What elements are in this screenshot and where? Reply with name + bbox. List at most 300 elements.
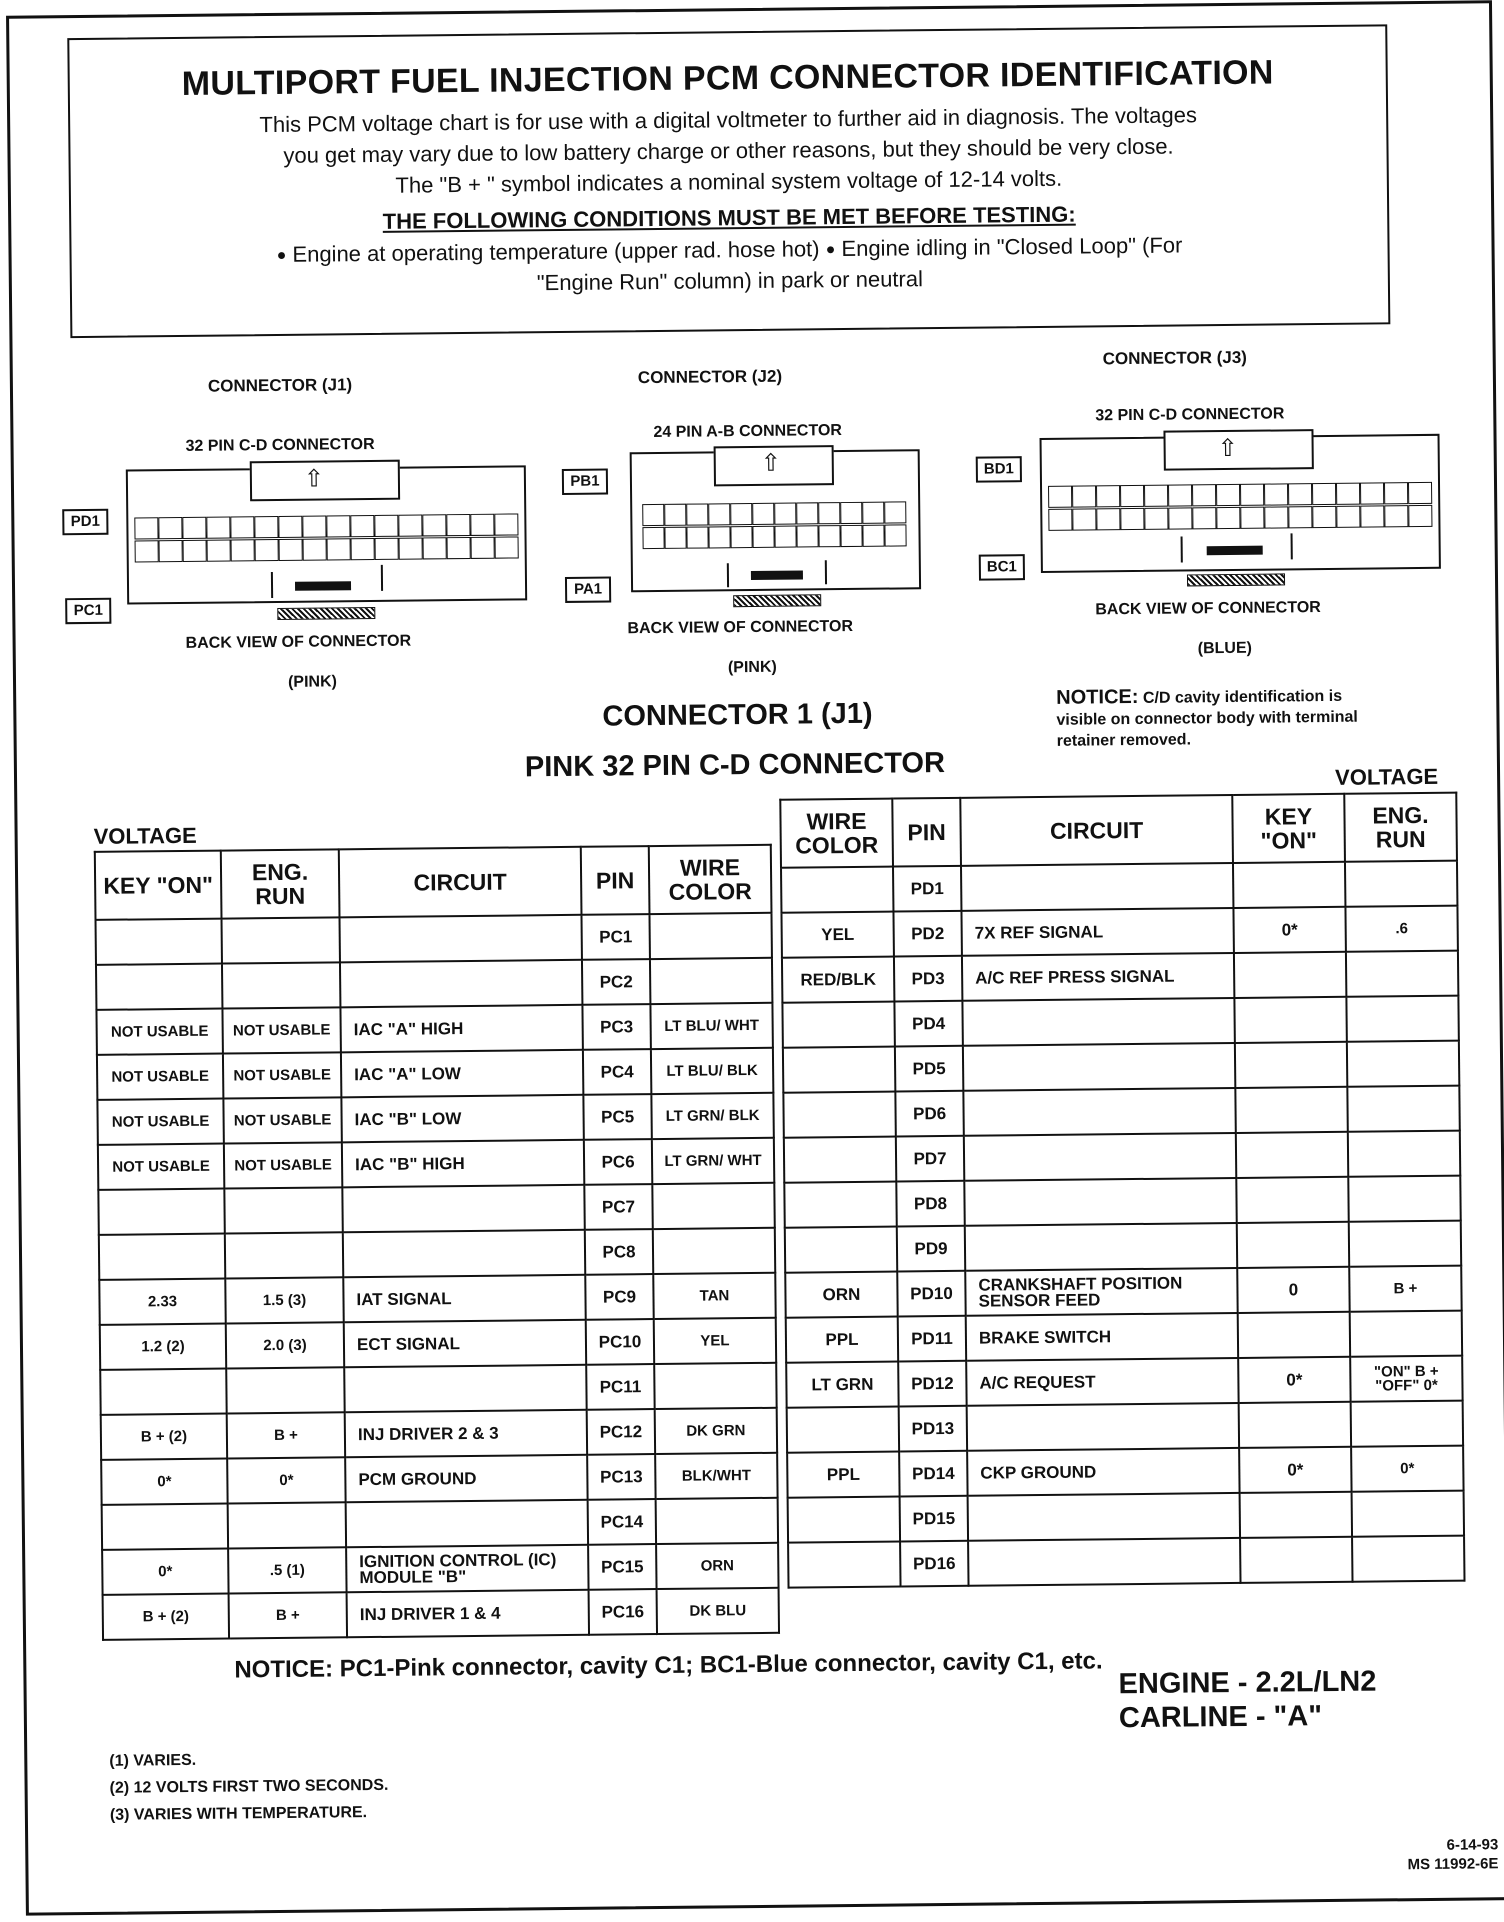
connector-cavity	[350, 515, 374, 537]
connector-j2-color: (PINK)	[727, 658, 777, 677]
connector-cavity	[1120, 485, 1144, 507]
connector-cavity	[840, 502, 862, 524]
column-header: WIRE COLOR	[780, 799, 893, 868]
table-cell: PC12	[587, 1409, 655, 1455]
table-cell	[781, 867, 893, 913]
connector-cavity	[1168, 507, 1192, 529]
connector-cavity	[664, 527, 686, 549]
table-cell: INJ DRIVER 2 & 3	[345, 1410, 587, 1458]
connector-cavity	[1120, 508, 1144, 530]
connector-cavity	[1216, 484, 1240, 506]
connector-cavity	[664, 504, 686, 526]
table-cell: IAC "B" LOW	[341, 1095, 583, 1143]
table-cell	[344, 1365, 586, 1413]
cavity-notice-lead: NOTICE:	[1056, 685, 1139, 709]
connector-cavity	[642, 504, 664, 526]
connector-cavity	[1288, 483, 1312, 505]
connector-j1-latch	[250, 460, 400, 502]
table-cell	[1237, 1222, 1349, 1268]
table-cell	[784, 1182, 896, 1228]
table-row	[101, 1453, 777, 1505]
connector-cavity	[1072, 485, 1096, 507]
connector-cavity	[752, 503, 774, 525]
table-cell: PC10	[586, 1319, 654, 1365]
connector-cavity	[134, 517, 158, 539]
table-cell: B + (2)	[103, 1594, 229, 1640]
connector-j1-title: CONNECTOR (J1)	[207, 375, 353, 396]
table-cell: 2.0 (3)	[226, 1322, 344, 1368]
table-cell	[340, 960, 582, 1008]
connector-cavity	[302, 515, 326, 537]
connector-j3-hatch	[1187, 573, 1285, 586]
table-cell: CRANKSHAFT POSITION SENSOR FEED	[965, 1268, 1237, 1316]
connector-cavity	[159, 540, 183, 562]
connector-cavity	[255, 539, 279, 561]
table-cell	[782, 1002, 894, 1048]
connector-cavity	[351, 538, 375, 560]
section-title-pink: PINK 32 PIN C-D CONNECTOR	[524, 746, 946, 784]
connector-cavity	[494, 513, 518, 535]
table-cell	[1352, 1536, 1464, 1582]
table-cell	[1233, 862, 1345, 908]
table-row	[99, 1228, 775, 1280]
connector-cavity	[642, 527, 664, 549]
connector-cavity	[1144, 485, 1168, 507]
connector-cavity	[884, 501, 906, 523]
connector-cavity	[708, 526, 730, 548]
connector-j1-color: (PINK)	[287, 673, 338, 691]
table-cell: PC8	[585, 1229, 653, 1275]
table-cell	[339, 915, 581, 963]
connector-cavity	[818, 502, 840, 524]
connector-cavity	[840, 525, 862, 547]
connector-cavity	[796, 502, 818, 524]
connector-cavity	[1192, 507, 1216, 529]
table-cell: IAC "A" HIGH	[340, 1005, 582, 1053]
up-arrow-icon: ⇧	[303, 465, 325, 493]
table-cell: 7X REF SIGNAL	[961, 908, 1233, 956]
table-cell	[1346, 951, 1458, 997]
table-cell	[1235, 1087, 1347, 1133]
table-cell	[968, 1538, 1240, 1586]
table-cell	[224, 1187, 342, 1233]
table-cell: PD5	[895, 1046, 963, 1092]
table-row	[781, 861, 1457, 913]
table-cell: PD11	[898, 1316, 966, 1362]
table-row	[103, 1588, 779, 1640]
table-cell: PD7	[896, 1136, 964, 1182]
table-cell: 0*	[102, 1549, 228, 1595]
column-header: KEY "ON"	[95, 851, 222, 920]
connector-cavity	[1384, 482, 1408, 504]
table-cell: 0*	[1238, 1357, 1350, 1403]
connector-cavity	[1336, 506, 1360, 528]
table-cell	[961, 863, 1233, 911]
engine-info	[1118, 1665, 1377, 1736]
connector-cavity	[1312, 483, 1336, 505]
table-cell	[783, 1092, 895, 1138]
connector-cavity	[231, 539, 255, 561]
table-cell: ECT SIGNAL	[344, 1320, 586, 1368]
connector-j2-type: 24 PIN A-B CONNECTOR	[653, 422, 842, 442]
connector-j3-tick	[1181, 536, 1183, 562]
connector-cavity	[1192, 484, 1216, 506]
table-cell	[1348, 1131, 1460, 1177]
table-cell	[102, 1504, 228, 1550]
connector-cavity	[183, 540, 207, 562]
footnote-3: (3) VARIES WITH TEMPERATURE.	[109, 1804, 368, 1824]
document-code: MS 11992-6E	[1407, 1855, 1499, 1874]
table-cell	[963, 1088, 1235, 1136]
footnotes	[109, 1745, 389, 1829]
table-cell	[346, 1500, 588, 1548]
table-cell: PD10	[897, 1271, 965, 1317]
connector-cavity	[1264, 506, 1288, 528]
table-cell	[100, 1369, 226, 1415]
table-row	[99, 1273, 775, 1325]
table-cell	[783, 1047, 895, 1093]
table-cell	[652, 1183, 774, 1229]
table-cell: LT BLU/ BLK	[651, 1048, 773, 1094]
table-cell	[649, 913, 771, 959]
connector-cavity	[730, 503, 752, 525]
table-cell: YEL	[654, 1318, 776, 1364]
connector-cavity	[470, 514, 494, 536]
connector-cavity	[1240, 507, 1264, 529]
connector-j3-view: BACK VIEW OF CONNECTOR	[1095, 599, 1321, 619]
table-cell	[1238, 1312, 1350, 1358]
table-cell: PD9	[897, 1226, 965, 1272]
table-cell: 0*	[227, 1457, 345, 1503]
footnote-1: (1) VARIES.	[109, 1751, 197, 1770]
connector-cavity	[423, 537, 447, 559]
bullet-icon: ●	[276, 247, 287, 265]
connector-cavity	[446, 514, 470, 536]
table-row	[788, 1536, 1464, 1588]
table-cell	[342, 1185, 584, 1233]
cavity-notice	[1056, 685, 1358, 752]
table-cell: PD2	[893, 911, 961, 957]
table-cell	[225, 1232, 343, 1278]
table-row	[100, 1318, 776, 1370]
connector-j3-row-d	[1048, 482, 1432, 508]
table-cell: NOT USABLE	[222, 1007, 340, 1053]
table-cell: NOT USABLE	[223, 1052, 341, 1098]
connector-cavity	[279, 539, 303, 561]
table-row	[781, 906, 1457, 958]
left-voltage-label: VOLTAGE	[93, 822, 197, 849]
connector-j2-row-a	[642, 524, 906, 549]
column-header: KEY "ON"	[1232, 794, 1345, 863]
table-cell: LT GRN	[786, 1362, 898, 1408]
table-cell: ORN	[656, 1543, 778, 1589]
table-cell	[785, 1227, 897, 1273]
table-row	[783, 1086, 1459, 1138]
connector-j1-hatch	[277, 607, 375, 620]
connector-cavity	[1240, 484, 1264, 506]
connector-cavity	[1048, 509, 1072, 531]
conditions-title: THE FOLLOWING CONDITIONS MUST BE MET BEFORE TESTING:	[382, 201, 1076, 234]
table-cell: B + (2)	[101, 1414, 227, 1460]
column-header: CIRCUIT	[960, 795, 1233, 866]
table-cell	[784, 1137, 896, 1183]
table-cell: PC15	[588, 1544, 656, 1590]
table-cell	[968, 1493, 1240, 1541]
connector-j1-tick	[381, 565, 383, 591]
up-arrow-icon: ⇧	[1217, 434, 1238, 463]
table-cell: 0*	[1239, 1447, 1351, 1493]
table-cell: PD15	[900, 1496, 968, 1542]
connector-cavity	[398, 514, 422, 536]
connector-cavity	[326, 515, 350, 537]
table-cell	[1347, 1041, 1459, 1087]
connector-cavity	[182, 517, 206, 539]
table-row	[786, 1356, 1462, 1408]
connector-j1-row-c	[135, 536, 519, 562]
connector-cavity	[1072, 508, 1096, 530]
connector-j1-tick	[271, 572, 273, 598]
column-header: ENG. RUN	[221, 849, 340, 918]
table-cell: 2.33	[99, 1279, 225, 1325]
right-voltage-label: VOLTAGE	[1334, 763, 1439, 790]
bullet-icon: ●	[825, 241, 836, 259]
connector-cavity	[1336, 483, 1360, 505]
connector-j2-tick	[727, 563, 729, 587]
table-row	[98, 1183, 774, 1235]
connector-cavity	[1312, 506, 1336, 528]
engine-line: ENGINE - 2.2L/LN2	[1118, 1665, 1377, 1701]
tag-bc1: BC1	[979, 554, 1025, 580]
connector-cavity	[1216, 507, 1240, 529]
condition-2: Engine idling in "Closed Loop" (For	[841, 232, 1183, 262]
table-cell	[967, 1403, 1239, 1451]
conditions-text	[111, 229, 1348, 303]
table-cell	[96, 964, 222, 1010]
table-cell: PD14	[899, 1451, 967, 1497]
table-cell: IAC "A" LOW	[341, 1050, 583, 1098]
connector-cavity	[774, 503, 796, 525]
table-cell: BLK/WHT	[655, 1453, 777, 1499]
table-cell: 0*	[1351, 1446, 1463, 1492]
column-header: CIRCUIT	[339, 847, 582, 918]
table-row	[101, 1408, 777, 1460]
table-row	[785, 1221, 1461, 1273]
table-row	[787, 1446, 1463, 1498]
tag-pd1: PD1	[62, 509, 108, 535]
table-cell: NOT USABLE	[98, 1144, 224, 1190]
table-row	[785, 1266, 1461, 1318]
table-cell	[650, 958, 772, 1004]
connector-cavity	[1360, 482, 1384, 504]
table-cell: CKP GROUND	[967, 1448, 1239, 1496]
table-row	[787, 1401, 1463, 1453]
document-date: 6-14-93	[1446, 1836, 1499, 1854]
connector-cavity	[862, 525, 884, 547]
table-cell: TAN	[653, 1273, 775, 1319]
connector-cavity	[135, 540, 159, 562]
connector-cavity	[774, 526, 796, 548]
table-row	[784, 1176, 1460, 1228]
table-cell	[343, 1230, 585, 1278]
table-cell	[222, 962, 340, 1008]
cavity-notice-line-3: retainer removed.	[1056, 731, 1192, 750]
table-cell: .5 (1)	[228, 1547, 346, 1593]
table-cell: "ON" B + "OFF" 0*	[1350, 1356, 1462, 1402]
connector-cavity	[1096, 485, 1120, 507]
connector-j1-row-d	[134, 513, 518, 539]
table-cell	[963, 1043, 1235, 1091]
connector-j2-view: BACK VIEW OF CONNECTOR	[627, 617, 854, 638]
tag-bd1: BD1	[976, 456, 1022, 482]
table-cell	[965, 1223, 1237, 1271]
table-cell: PD16	[900, 1541, 968, 1587]
table-cell	[1347, 1086, 1459, 1132]
table-cell: 0*	[101, 1459, 227, 1505]
table-row	[96, 913, 772, 965]
document-page	[6, 0, 1504, 1915]
intro-line-3: The "B + " symbol indicates a nominal system voltage of 12-14 volts.	[395, 165, 1063, 198]
connector-cavity	[374, 515, 398, 537]
table-cell	[1236, 1177, 1348, 1223]
table-cell: PC7	[584, 1184, 652, 1230]
table-cell	[964, 1178, 1236, 1226]
connector-j2-row-b	[642, 501, 906, 526]
column-header: ENG. RUN	[1344, 793, 1457, 862]
table-cell	[98, 1189, 224, 1235]
table-cell	[1350, 1311, 1462, 1357]
connector-j3-tick	[1291, 533, 1293, 559]
connector-cavity	[708, 503, 730, 525]
connector-cavity	[471, 537, 495, 559]
connector-j3-type: 32 PIN C-D CONNECTOR	[1095, 405, 1285, 425]
condition-2-cont: "Engine Run" column) in park or neutral	[536, 266, 924, 296]
table-row	[96, 958, 772, 1010]
cavity-notice-line-1: C/D cavity identification is	[1138, 687, 1343, 707]
table-cell	[788, 1542, 900, 1588]
connector-j3-latch	[1163, 429, 1313, 471]
intro-line-2: you get may vary due to low battery charge or other reasons, but they should be very close.	[283, 133, 1174, 168]
tag-pb1: PB1	[562, 469, 608, 495]
table-cell	[222, 917, 340, 963]
table-cell	[654, 1363, 776, 1409]
table-row	[788, 1491, 1464, 1543]
table-cell: PD4	[894, 1001, 962, 1047]
table-cell: A/C REF PRESS SIGNAL	[962, 953, 1234, 1001]
table-cell: B +	[227, 1412, 345, 1458]
connector-cavity	[730, 526, 752, 548]
connector-j3-row-c	[1048, 505, 1432, 531]
table-cell	[1240, 1492, 1352, 1538]
connector-j1-key	[295, 581, 351, 591]
table-cell	[99, 1234, 225, 1280]
table-cell	[1239, 1402, 1351, 1448]
table-cell: 1.5 (3)	[225, 1277, 343, 1323]
table-cell: 0	[1237, 1267, 1349, 1313]
table-cell: 1.2 (2)	[100, 1324, 226, 1370]
table-cell	[228, 1502, 346, 1548]
connector-j3-color: (BLUE)	[1197, 639, 1253, 658]
table-cell: PC9	[585, 1274, 653, 1320]
table-row	[98, 1138, 774, 1190]
connector-cavity	[884, 524, 906, 546]
connector-cavity	[495, 536, 519, 558]
pd-pin-table	[779, 792, 1465, 1589]
table-row	[782, 996, 1458, 1048]
table-cell: PD1	[893, 866, 961, 912]
table-cell	[1240, 1537, 1352, 1583]
intro-text	[130, 98, 1327, 204]
connector-cavity	[1168, 484, 1192, 506]
connector-cavity	[206, 516, 230, 538]
connector-cavity	[399, 537, 423, 559]
connector-j2-title: CONNECTOR (J2)	[637, 366, 783, 388]
table-cell	[653, 1228, 775, 1274]
table-cell: DK GRN	[655, 1408, 777, 1454]
connector-cavity	[1264, 483, 1288, 505]
table-cell	[1349, 1221, 1461, 1267]
carline-line: CARLINE - "A"	[1118, 1700, 1323, 1735]
table-row	[783, 1041, 1459, 1093]
table-cell: 0*	[1233, 907, 1345, 953]
table-cell: ORN	[785, 1272, 897, 1318]
table-cell	[226, 1367, 344, 1413]
table-cell: PPL	[786, 1317, 898, 1363]
table-cell: IGNITION CONTROL (IC) MODULE "B"	[346, 1545, 588, 1593]
table-cell: LT GRN/ BLK	[651, 1093, 773, 1139]
table-cell: PPL	[787, 1452, 899, 1498]
table-cell: B +	[1349, 1266, 1461, 1312]
table-cell: PD12	[898, 1361, 966, 1407]
up-arrow-icon: ⇧	[760, 449, 782, 477]
table-row	[97, 1093, 773, 1145]
table-cell: PC1	[581, 914, 649, 960]
table-cell: PD6	[895, 1091, 963, 1137]
column-header: WIRE COLOR	[649, 845, 772, 914]
table-cell	[1234, 952, 1346, 998]
table-cell: PC16	[589, 1589, 657, 1635]
connector-cavity	[254, 516, 278, 538]
connector-cavity	[447, 537, 471, 559]
table-cell	[1345, 861, 1457, 907]
table-row	[786, 1311, 1462, 1363]
table-cell	[962, 998, 1234, 1046]
connector-cavity	[686, 503, 708, 525]
table-cell: PC2	[582, 959, 650, 1005]
table-cell: NOT USABLE	[97, 1054, 223, 1100]
table-cell: NOT USABLE	[223, 1097, 341, 1143]
table-header-row	[95, 845, 772, 920]
connector-cavity	[686, 526, 708, 548]
table-cell	[788, 1497, 900, 1543]
tag-pa1: PA1	[565, 576, 611, 602]
table-cell: NOT USABLE	[224, 1142, 342, 1188]
connector-cavity	[303, 538, 327, 560]
connector-j2-key	[751, 570, 803, 580]
connector-cavity	[158, 517, 182, 539]
table-row	[784, 1131, 1460, 1183]
connector-cavity	[1096, 508, 1120, 530]
table-row	[100, 1363, 776, 1415]
table-cell	[787, 1407, 899, 1453]
table-header-row	[780, 793, 1457, 868]
connector-cavity	[1384, 505, 1408, 527]
connector-cavity	[375, 538, 399, 560]
connector-cavity	[1408, 505, 1432, 527]
connector-cavity	[818, 525, 840, 547]
table-cell: INJ DRIVER 1 & 4	[347, 1590, 589, 1638]
connector-cavity	[230, 516, 254, 538]
table-cell	[96, 919, 222, 965]
